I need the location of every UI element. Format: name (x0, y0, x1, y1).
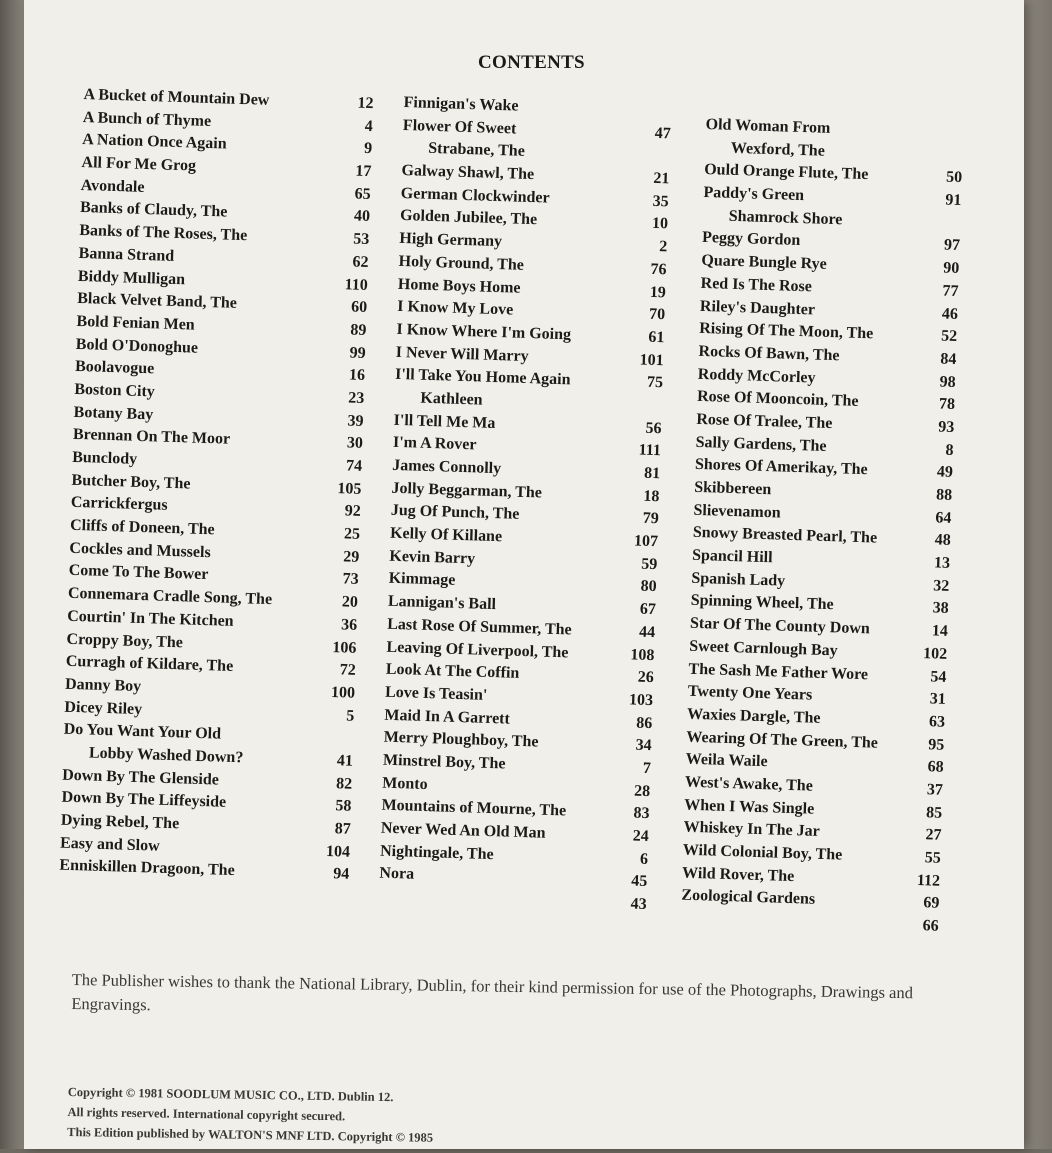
page-number: 19 (649, 283, 667, 301)
page-number: 38 (932, 599, 949, 618)
page-number: 70 (648, 306, 666, 324)
page-number: 104 (325, 842, 351, 861)
page-number: 46 (941, 305, 959, 323)
page-number: 94 (333, 865, 350, 884)
page-number: 9 (363, 140, 373, 158)
song-title: Kevin Barry (389, 547, 476, 568)
song-title: Rose Of Tralee, The (696, 410, 833, 433)
song-title: West's Awake, The (684, 773, 814, 795)
page-number: 55 (924, 849, 942, 867)
song-title: Banna Strand (78, 244, 175, 265)
song-title: Ould Orange Flute, The (703, 161, 869, 184)
song-title: James Connolly (392, 456, 502, 478)
page-number: 92 (344, 502, 361, 521)
page-number: 27 (925, 826, 942, 845)
page-number: 21 (653, 169, 670, 188)
page-number: 61 (648, 328, 665, 347)
song-title: Weila Waile (685, 750, 768, 771)
page-number: 24 (632, 827, 650, 846)
page-number: 105 (337, 479, 362, 498)
page-number: 8 (945, 441, 954, 459)
page-number: 103 (628, 691, 654, 709)
page-number: 54 (930, 667, 947, 686)
page-number: 53 (352, 230, 370, 249)
page-number: 36 (340, 616, 358, 634)
song-title: Down By The Glenside (62, 766, 220, 789)
song-title: Shores Of Amerikay, The (694, 456, 868, 479)
contents-column-1 (59, 84, 374, 887)
page-number: 20 (341, 593, 359, 611)
song-title: A Bunch of Thyme (82, 108, 212, 130)
song-title: High Germany (399, 230, 503, 251)
song-title: Twenty One Years (687, 682, 813, 704)
page-number: 28 (633, 782, 651, 800)
song-title: Look At The Coffin (385, 660, 520, 683)
page-number: 44 (638, 623, 656, 641)
song-title: Peggy Gordon (701, 229, 801, 250)
page-number: 59 (641, 555, 658, 573)
song-title: Boston City (74, 380, 156, 401)
song-title: Avondale (80, 176, 145, 196)
song-title: Do You Want Your Old (63, 720, 222, 743)
page-number: 43 (630, 895, 647, 914)
page-title: CONTENTS (478, 52, 585, 73)
page-number: 17 (355, 162, 372, 181)
song-title: A Nation Once Again (81, 131, 227, 153)
copyright-block (67, 1082, 768, 1153)
song-title: Riley's Daughter (699, 297, 816, 319)
song-title: Cliffs of Doneen, The (69, 516, 215, 539)
song-title: Galway Shawl, The (401, 162, 535, 184)
page-number: 64 (935, 509, 952, 527)
page-number: 6 (639, 850, 649, 868)
song-title: I'll Tell Me Ma (393, 411, 496, 432)
page-number: 89 (350, 321, 367, 339)
song-title: Boolavogue (74, 358, 155, 378)
page-number: 10 (651, 215, 669, 233)
song-title: Sweet Carnlough Bay (689, 637, 838, 660)
page-number: 49 (936, 463, 954, 482)
page-number: 40 (353, 207, 371, 226)
page-number: 99 (349, 344, 366, 362)
page-number: 50 (945, 168, 963, 187)
song-title: Spinning Wheel, The (690, 592, 834, 614)
page-number: 2 (658, 238, 668, 256)
page-number: 12 (357, 94, 374, 113)
page-number: 80 (640, 578, 657, 596)
song-title: Black Velvet Band, The (76, 290, 238, 313)
page-number: 75 (646, 374, 664, 392)
song-title: When I Was Single (684, 796, 815, 818)
song-title: Danny Boy (64, 675, 142, 695)
song-title: Roddy McCorley (697, 365, 816, 387)
song-title: Golden Jubilee, The (399, 207, 538, 229)
page-number: 106 (332, 638, 357, 657)
page-number: 60 (350, 298, 368, 317)
page-number: 110 (344, 275, 369, 294)
page-number: 16 (348, 366, 366, 385)
song-title: Courtin' In The Kitchen (67, 607, 234, 630)
song-title: All For Me Grog (81, 154, 197, 175)
song-title: Down By The Liffeyside (61, 788, 227, 812)
page-number: 14 (931, 622, 949, 640)
contents-column-2 (378, 92, 672, 917)
song-title: Shamrock Shore (728, 207, 843, 229)
song-title: Curragh of Kildare, The (65, 652, 234, 676)
page-number: 7 (642, 759, 652, 778)
page-number: 69 (923, 894, 940, 913)
page-number: 78 (938, 395, 956, 414)
song-title: Carrickfergus (70, 494, 168, 515)
song-title: Biddy Mulligan (77, 267, 186, 288)
page-number: 48 (934, 531, 951, 550)
page-number: 108 (630, 645, 655, 664)
song-title: Mountains of Mourne, The (381, 796, 567, 820)
song-title: Skibbereen (694, 478, 772, 499)
song-title: I Know Where I'm Going (396, 320, 572, 344)
song-title: Spancil Hill (691, 546, 773, 567)
page-number: 65 (354, 185, 371, 203)
page-number: 77 (942, 282, 959, 300)
song-title: Kimmage (388, 570, 456, 590)
song-title: Kathleen (420, 389, 483, 409)
page-number: 68 (927, 758, 944, 777)
song-title: Rising Of The Moon, The (698, 320, 874, 343)
page-number: 95 (928, 735, 945, 754)
song-title: Monto (382, 774, 428, 793)
song-title: Botany Bay (73, 403, 154, 423)
page-number: 58 (335, 797, 352, 816)
page-number: 5 (346, 707, 355, 725)
song-title: I'm A Rover (392, 434, 477, 454)
song-title: Brennan On The Moor (72, 426, 231, 449)
page-number: 102 (922, 644, 948, 663)
song-title: Bold O'Donoghue (75, 335, 199, 357)
page-number: 13 (933, 554, 951, 572)
song-title: Slievenamon (693, 501, 781, 522)
page-number: 45 (631, 872, 648, 891)
song-title: Bunclody (72, 448, 138, 468)
song-title: I Never Will Marry (395, 343, 529, 365)
page-number: 111 (638, 441, 662, 460)
song-title: Wild Colonial Boy, The (682, 841, 843, 864)
page-number: 56 (645, 419, 662, 437)
page-number: 30 (346, 434, 364, 453)
song-title: Lobby Washed Down? (88, 744, 244, 767)
song-title: Never Wed An Old Man (380, 819, 546, 842)
page-number: 90 (943, 259, 960, 278)
page-number: 85 (925, 803, 943, 822)
page-number: 74 (345, 457, 363, 475)
song-title: Kelly Of Killane (389, 524, 503, 546)
page-number: 63 (928, 713, 946, 731)
song-title: Quare Bungle Rye (701, 252, 827, 273)
page-number: 88 (935, 486, 953, 504)
contents-column-3 (680, 114, 964, 938)
song-title: Wexford, The (730, 139, 826, 160)
song-title: Wearing Of The Green, The (686, 728, 879, 752)
song-title: Nightingale, The (379, 842, 494, 863)
song-title: Rose Of Mooncoin, The (696, 388, 859, 411)
page-number: 93 (938, 418, 955, 436)
song-title: Strabane, The (427, 140, 526, 161)
page-number: 32 (933, 577, 950, 595)
page-number: 83 (633, 804, 650, 823)
song-title: Snowy Breasted Pearl, The (692, 524, 878, 547)
page-number: 79 (642, 510, 659, 528)
page-number: 100 (330, 683, 356, 702)
page-number: 112 (916, 871, 941, 890)
page-number: 91 (945, 191, 962, 210)
page-number: 26 (637, 668, 654, 687)
song-title: German Clockwinder (400, 184, 550, 207)
song-title: Jolly Beggarman, The (391, 479, 543, 502)
song-title: Waxies Dargle, The (686, 705, 821, 727)
page-number: 101 (639, 351, 664, 369)
song-title: Old Woman From (705, 115, 831, 137)
song-title: Spanish Lady (691, 569, 786, 590)
song-title: Star Of The County Down (689, 614, 871, 638)
song-title: Flower Of Sweet (402, 116, 517, 138)
song-title: Rocks Of Bawn, The (698, 342, 840, 365)
song-title: Wild Rover, The (681, 864, 795, 885)
page-number: 82 (335, 774, 353, 793)
page-number: 81 (643, 464, 661, 483)
page-number: 62 (352, 253, 369, 271)
song-title: Sally Gardens, The (695, 433, 827, 455)
song-title: Last Rose Of Summer, The (387, 615, 572, 639)
page-number: 34 (635, 736, 652, 755)
song-title: Finnigan's Wake (403, 93, 519, 115)
page-number: 97 (943, 236, 961, 255)
page-number: 18 (643, 487, 660, 505)
page-number: 67 (639, 600, 657, 619)
song-title: Easy and Slow (59, 834, 160, 855)
song-title: Holy Ground, The (398, 252, 525, 274)
song-title: Connemara Cradle Song, The (67, 584, 273, 609)
song-title: Butcher Boy, The (71, 471, 191, 493)
song-title: Minstrel Boy, The (382, 751, 506, 773)
song-title: A Bucket of Mountain Dew (83, 85, 270, 109)
page-number: 47 (654, 124, 672, 143)
song-title: Love Is Teasin' (384, 683, 488, 704)
rights-line: All rights reserved. International copyright secured. (67, 1104, 346, 1124)
page-number: 87 (334, 820, 351, 838)
song-title: Enniskillen Dragoon, The (59, 856, 235, 880)
page-number: 25 (343, 525, 361, 543)
book-edge-left (0, 0, 24, 1149)
book-edge-right (1024, 0, 1052, 1149)
page-number: 35 (652, 192, 669, 211)
song-title: I'll Take You Home Again (394, 366, 571, 389)
song-title: I Know My Love (396, 298, 514, 319)
song-title: The Sash Me Father Wore (688, 660, 869, 683)
song-title: Maid In A Garrett (384, 706, 511, 728)
song-title: Red Is The Rose (700, 274, 813, 296)
song-title: Jug Of Punch, The (390, 502, 520, 524)
edition-line: This Edition published by WALTON'S MNF LTD. Copyright © 1985 (67, 1124, 434, 1145)
page-number: 37 (926, 781, 944, 799)
page-number: 107 (633, 532, 659, 551)
song-title: Dicey Riley (64, 698, 143, 718)
song-title: Croppy Boy, The (66, 630, 184, 651)
page-number: 23 (348, 389, 365, 407)
page-number: 86 (636, 714, 653, 732)
song-title: Banks of The Roses, The (79, 222, 248, 245)
page-number: 39 (347, 412, 364, 430)
song-title: Dying Rebel, The (60, 811, 180, 833)
page-number: 31 (929, 690, 946, 709)
page-number: 4 (364, 117, 374, 135)
song-title: Home Boys Home (397, 275, 521, 297)
page-number: 52 (940, 327, 958, 346)
page-number: 41 (336, 752, 354, 770)
song-title: Whiskey In The Jar (683, 818, 820, 841)
song-title: Lannigan's Ball (387, 592, 497, 614)
page-number: 84 (940, 350, 957, 368)
song-title: Cockles and Mussels (69, 539, 211, 561)
song-title: Bold Fenian Men (76, 312, 195, 334)
page-number: 76 (650, 260, 667, 279)
song-title: Banks of Claudy, The (79, 199, 228, 221)
song-title: Come To The Bower (68, 562, 209, 584)
page-number: 66 (922, 917, 939, 935)
page-number: 72 (339, 661, 356, 680)
song-title: Paddy's Green (703, 184, 805, 205)
song-title: Merry Ploughboy, The (383, 728, 539, 751)
page-number: 98 (939, 373, 956, 391)
song-title: Nora (379, 864, 415, 884)
copyright-line: Copyright © 1981 SOODLUM MUSIC CO., LTD. Dublin 12. (67, 1084, 394, 1105)
page-number: 29 (343, 548, 360, 566)
song-title: Leaving Of Liverpool, The (386, 638, 569, 661)
song-title: Zoological Gardens (681, 886, 816, 909)
publisher-note: The Publisher wishes to thank the National Library, Dublin, for their kind permission for use of the Photographs, Drawings and Engravings. (71, 969, 914, 1015)
page-number: 73 (342, 570, 359, 589)
